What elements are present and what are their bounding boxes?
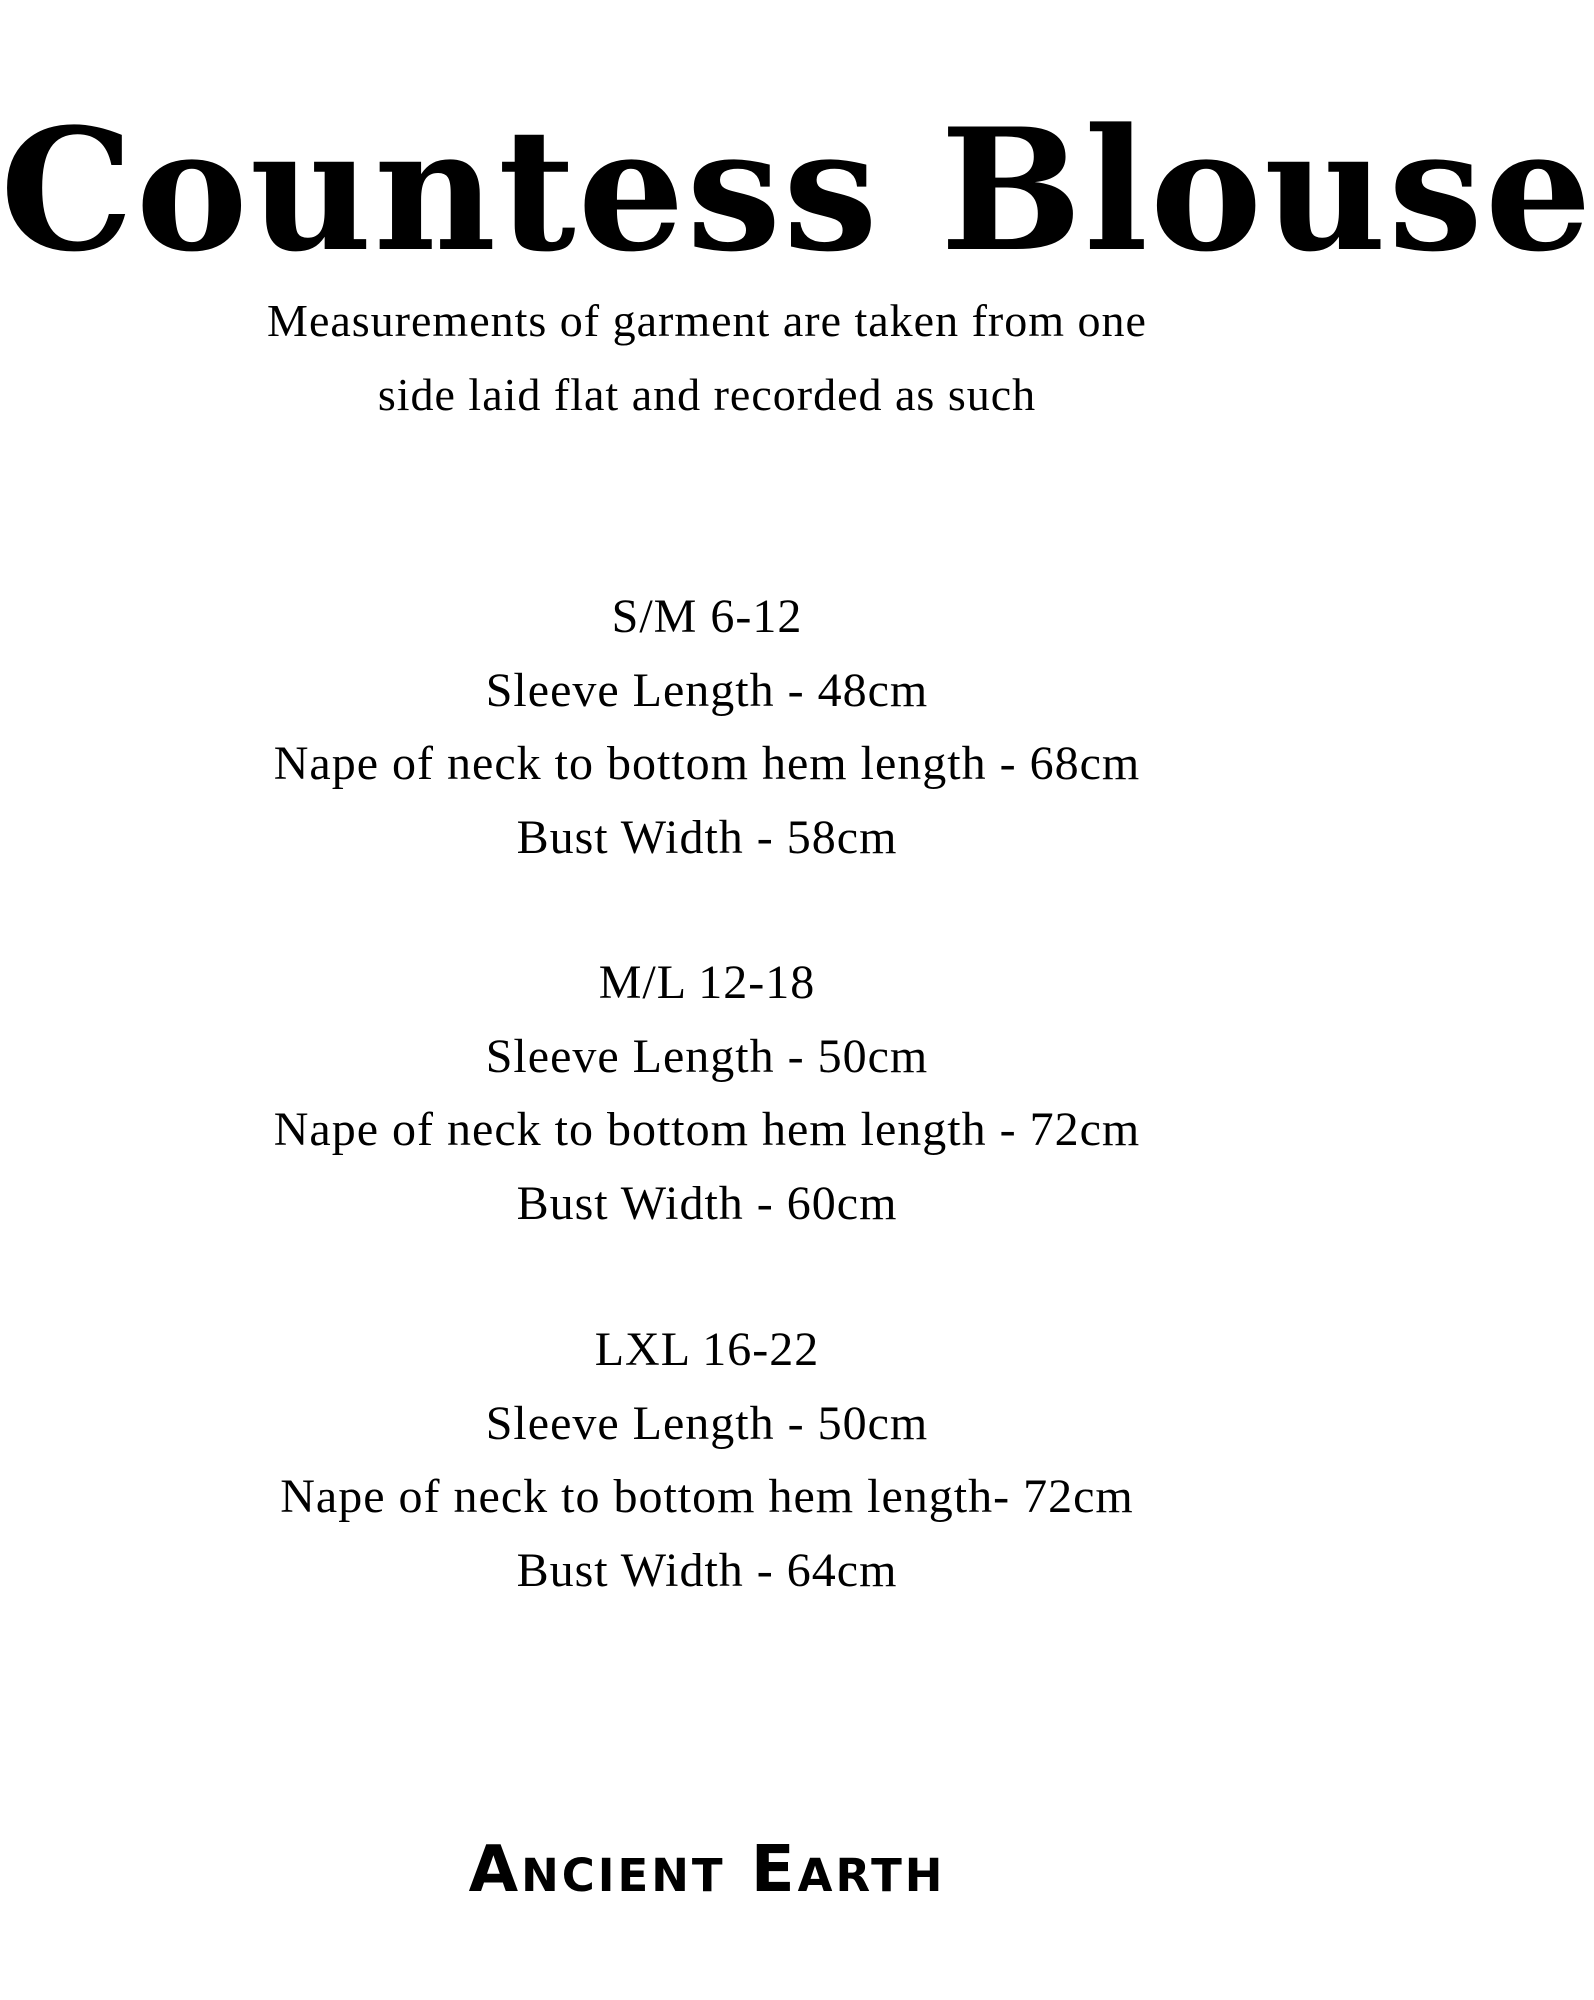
- measurement-note-line-2: side laid flat and recorded as such: [377, 369, 1037, 420]
- measurement-note-line-1: Measurements of garment are taken from one: [267, 295, 1147, 346]
- size-name: S/M 6-12: [611, 590, 803, 643]
- size-block-s-m: [0, 580, 1414, 874]
- nape-to-hem-length: Nape of neck to bottom hem length- 72cm: [280, 1470, 1134, 1523]
- sleeve-length: Sleeve Length - 50cm: [485, 1029, 929, 1083]
- bust-width: Bust Width - 64cm: [516, 1543, 898, 1597]
- size-name: LXL 16-22: [594, 1323, 820, 1376]
- brand-logo: Ancient Earth: [468, 1833, 946, 1907]
- sleeve-length: Sleeve Length - 48cm: [485, 663, 929, 717]
- sleeve-length: Sleeve Length - 50cm: [485, 1396, 929, 1450]
- bust-width: Bust Width - 58cm: [516, 810, 898, 864]
- measurement-note: [0, 284, 1414, 432]
- size-block-m-l: [0, 946, 1414, 1240]
- bust-width: Bust Width - 60cm: [516, 1176, 898, 1230]
- nape-to-hem-length: Nape of neck to bottom hem length - 72cm: [273, 1103, 1141, 1156]
- size-name: M/L 12-18: [598, 956, 816, 1009]
- nape-to-hem-length: Nape of neck to bottom hem length - 68cm: [273, 737, 1141, 790]
- size-block-lxl: [0, 1313, 1414, 1607]
- page-title: Countess Blouse: [0, 91, 1594, 289]
